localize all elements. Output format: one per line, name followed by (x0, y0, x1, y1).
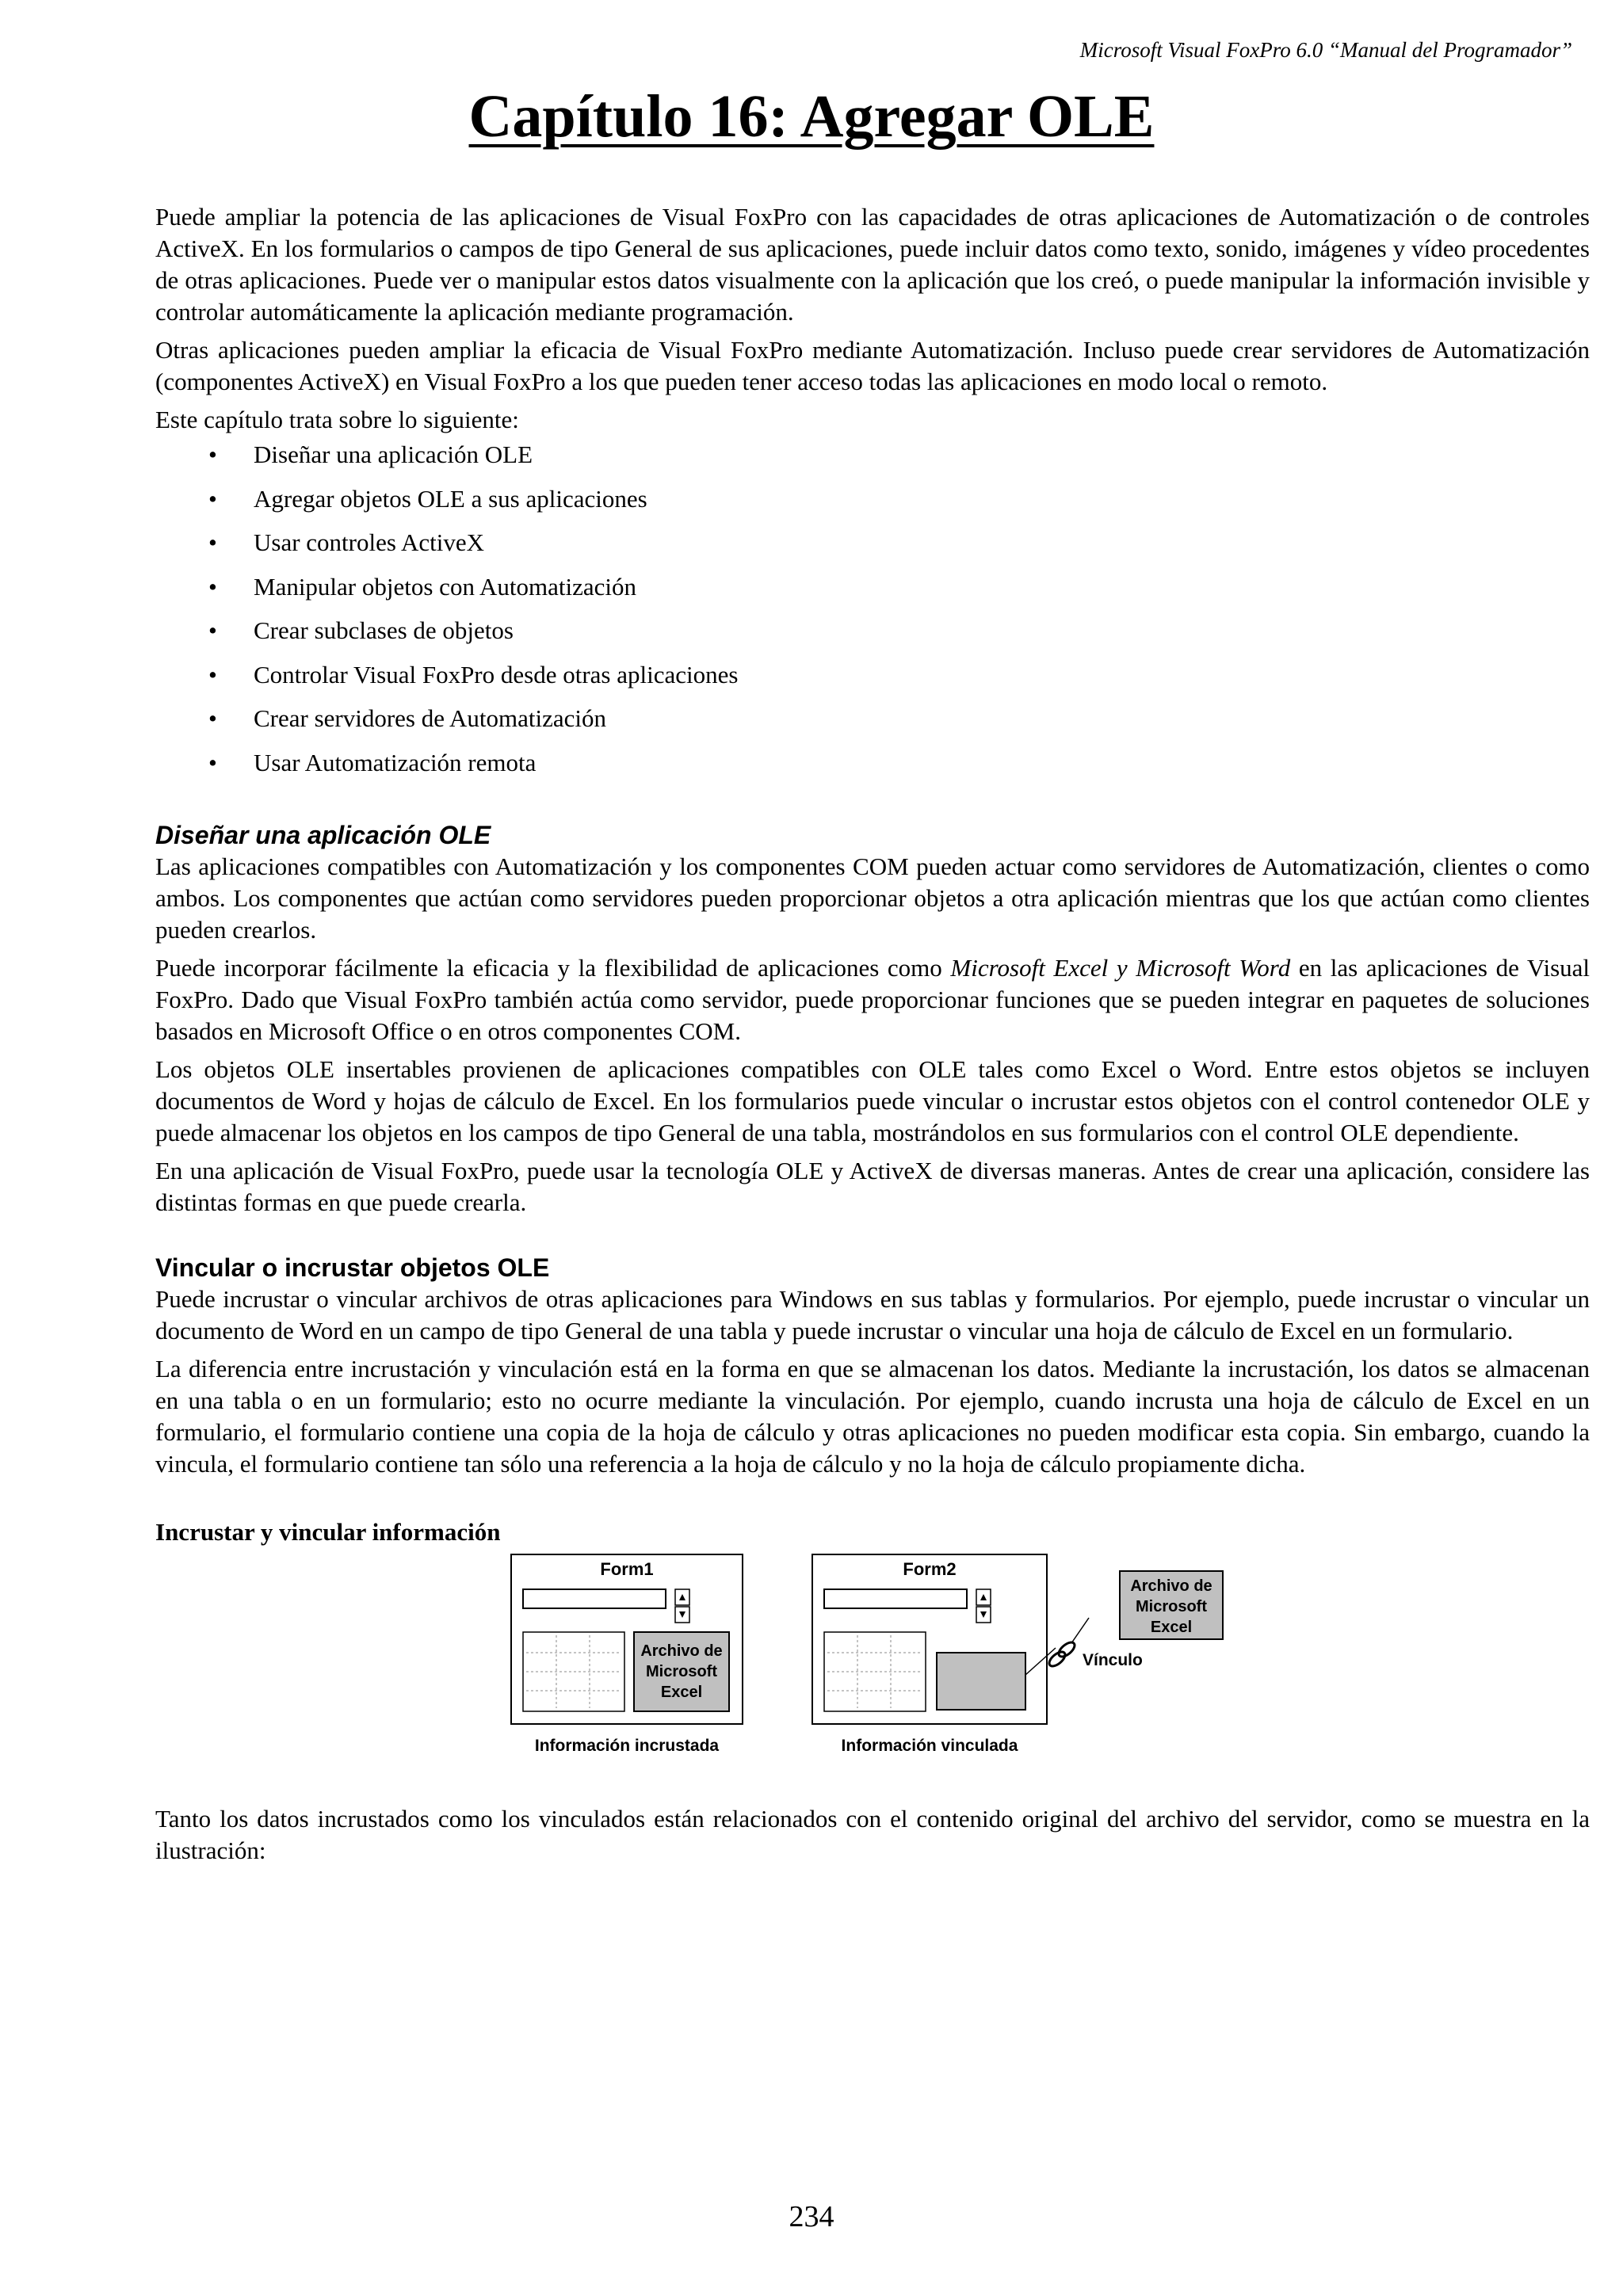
section-heading-disenar: Diseñar una aplicación OLE (155, 821, 491, 849)
section-heading-vincular: Vincular o incrustar objetos OLE (155, 1253, 550, 1282)
list-item: • Crear subclases de objetos (155, 615, 1590, 659)
embedded-label-line1: Archivo de (640, 1642, 723, 1660)
section1-paragraph-4: En una aplicación de Visual FoxPro, puede usar la tecnología OLE y ActiveX de diversas maneras. Antes de crear una aplicación, considere las distintas formas en que puede crearla. (155, 1157, 1590, 1216)
section2-paragraph-2: La diferencia entre incrustación y vinculación está en la forma en que se almacenan los datos. Mediante la incrustación, los datos se almacenan en una tabla o en un formulario; esto no ocurre mediante la vinculación. Por ejemplo, cuando incrusta una hoja de cálculo de Excel en un formulario, el formulario contiene una copia de la hoja de cálculo y otras aplicaciones no pueden modificar esta copia. Sin embargo, cuando la vincula, el formulario contiene tan sólo una referencia a la hoja de cálculo y no la hoja de cálculo propiamente dicha. (155, 1355, 1590, 1478)
embedded-label-line2: Microsoft (646, 1663, 717, 1680)
caption-embedded: Información incrustada (534, 1737, 720, 1755)
list-item: • Usar controles ActiveX (155, 527, 1590, 571)
intro-paragraph-2: Otras aplicaciones pueden ampliar la eficacia de Visual FoxPro mediante Automatización. Incluso puede crear servidores de Automatización (componentes ActiveX) en Visual FoxPro a los que pueden tener acceso todas las aplicaciones en modo local o remoto. (155, 336, 1590, 395)
subsection-paragraph-1: Tanto los datos incrustados como los vinculados están relacionados con el contenido original del archivo del servidor, como se muestra en la ilustración: (155, 1805, 1590, 1864)
linked-label-line1: Archivo de (1130, 1577, 1212, 1595)
bullet-icon: • (208, 572, 217, 601)
linked-label-line3: Excel (1150, 1619, 1193, 1636)
list-item: • Controlar Visual FoxPro desde otras aplicaciones (155, 659, 1590, 704)
form1-window (511, 1554, 743, 1724)
subsection-heading: Incrustar y vincular información (155, 1518, 501, 1546)
section2-paragraph-1: Puede incrustar o vincular archivos de otras aplicaciones para Windows en sus tablas y formularios. Por ejemplo, puede incrustar o vincular un documento de Word en un campo de tipo General de una tabla y puede incrustar o vincular una hoja de cálculo de Excel en un formulario. (155, 1285, 1590, 1344)
list-item: • Agregar objetos OLE a sus aplicaciones (155, 483, 1590, 528)
embed-link-figure (155, 1548, 1590, 1762)
caption-linked: Información vinculada (841, 1737, 1018, 1755)
list-item: • Diseñar una aplicación OLE (155, 439, 1590, 483)
topics-list (155, 439, 1590, 791)
bullet-icon: • (208, 528, 217, 556)
linked-label-line2: Microsoft (1136, 1598, 1207, 1615)
intro-paragraph-3: Este capítulo trata sobre lo siguiente: (155, 406, 519, 433)
list-item: • Usar Automatización remota (155, 747, 1590, 791)
form2-textbox (824, 1589, 967, 1608)
chapter-title: Capítulo 16: Agregar OLE (468, 83, 1155, 150)
embed-link-diagram (155, 1548, 1590, 1762)
form2-title: Form2 (903, 1559, 957, 1579)
bullet-icon: • (208, 660, 217, 688)
form2-grid (824, 1632, 926, 1711)
bullet-icon: • (208, 441, 217, 468)
section1-paragraph-2: Puede incorporar fácilmente la eficacia y la flexibilidad de aplicaciones como Microsoft Excel y Microsoft Word en las aplicaciones de Visual FoxPro. Dado que Visual FoxPro también actúa como servidor, puede proporcionar funciones que se pueden integrar en paquetes de soluciones basados en Microsoft Office o en otros componentes COM. (155, 954, 1591, 1045)
intro-paragraph-1: Puede ampliar la potencia de las aplicaciones de Visual FoxPro con las capacidades de otras aplicaciones de Automatización o de controles ActiveX. En los formularios o campos de tipo General de sus aplicaciones, puede incluir datos como texto, sonido, imágenes y vídeo procedentes de otras aplicaciones. Puede ver o manipular estos datos visualmente con la aplicación que los creó, o puede manipular la información invisible y controlar automáticamente la aplicación mediante programación. (155, 203, 1590, 326)
bullet-icon: • (208, 616, 217, 644)
linked-object-placeholder (937, 1653, 1025, 1710)
form1-textbox (523, 1589, 666, 1608)
bullet-icon: • (208, 704, 217, 732)
form1-grid (523, 1632, 624, 1711)
embedded-label-line3: Excel (660, 1684, 703, 1701)
link-label: Vínculo (1083, 1651, 1143, 1669)
running-header: Microsoft Visual FoxPro 6.0 “Manual del Programador” (1079, 38, 1572, 62)
bullet-icon: • (208, 748, 217, 776)
page-body (155, 201, 1590, 1873)
section1-paragraph-3: Los objetos OLE insertables provienen de aplicaciones compatibles con OLE tales como Excel o Word. Entre estos objetos se incluyen documentos de Word y hojas de cálculo de Excel. En los formularios puede vincular o incrustar estos objetos con el control contenedor OLE y puede almacenar los objetos en los campos de tipo General de una tabla, mostrándolos en sus formularios con el control OLE dependiente. (155, 1055, 1590, 1146)
page-number: 234 (789, 2200, 834, 2233)
bullet-icon: • (208, 484, 217, 513)
section1-paragraph-1: Las aplicaciones compatibles con Automatización y los componentes COM pueden actuar como servidores de Automatización, clientes o como ambos. Los componentes que actúan como servidores pueden proporcionar objetos a otra aplicación mientras que los que actúan como clientes pueden crearlos. (155, 852, 1590, 944)
form1-title: Form1 (600, 1559, 654, 1579)
list-item: • Crear servidores de Automatización (155, 703, 1590, 747)
list-item: • Manipular objetos con Automatización (155, 571, 1590, 616)
form2-window (812, 1554, 1047, 1724)
